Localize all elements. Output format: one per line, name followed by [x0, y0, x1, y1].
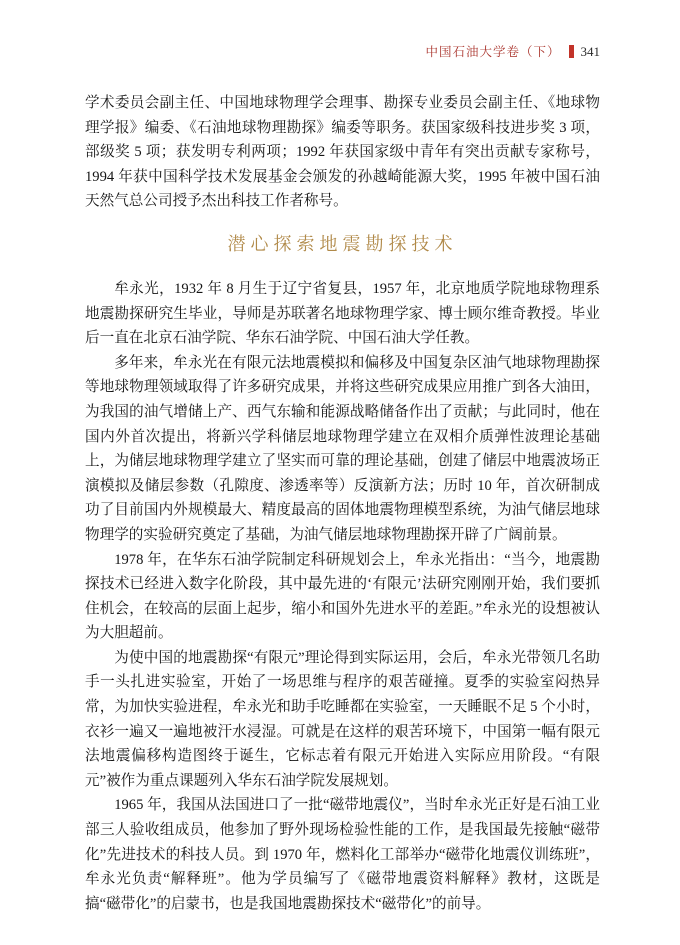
body-paragraph: 多年来，牟永光在有限元法地震模拟和偏移及中国复杂区油气地球物理勘探等地球物理领域取得了许多研究成果，并将这些研究成果应用推广到各大油田，为我国的油气增储上产、西气东输和能源战略储备作出了贡献；与此同时，他在国内外首次提出，将新兴学科储层地球物理学建立在双相介质弹性波理论基础上，为储层地球物理学建立了坚实而可靠的理论基础，创建了储层中地震波场正演模拟及储层参数（孔隙度、渗透率等）反演新方法；历时 10 年，首次研制成功了目前国内外规模最大、精度最高的固体地震物理模型系统，为油气储层地球物理学的实验研究奠定了基础，为油气储层地球物理勘探开辟了广阔前景。: [85, 354, 600, 543]
running-header-book-title: 中国石油大学卷（下）: [425, 45, 561, 59]
body-paragraph: 为使中国的地震勘探“有限元”理论得到实际运用，会后，牟永光带领几名助手一头扎进实验室，开始了一场思维与程序的艰苦碰撞。夏季的实验室闷热异常，为加快实验进程，牟永光和助手吃睡都在实验室，一天睡眠不足 5 个小时，衣衫一遍又一遍地被汗水浸湿。可就是在这样的艰苦环境下，中国第一幅有限元法地震偏移构造图终于诞生，它标志着有限元开始进入实际应用阶段。“有限元”被作为重点课题列入华东石油学院发展规划。: [85, 649, 600, 789]
body-paragraph: 1978 年，在华东石油学院制定科研规划会上，牟永光指出：“当今，地震勘探技术已经进入数字化阶段，其中最先进的‘有限元’法研究刚刚开始，我们要抓住机会，在较高的层面上起步，缩小和国外先进水平的差距。”牟永光的设想被认为大胆超前。: [85, 551, 600, 642]
running-header: [85, 44, 600, 60]
body-paragraph-continuation: 学术委员会副主任、中国地球物理学会理事、勘探专业委员会副主任、《地球物理学报》编委、《石油地球物理勘探》编委等职务。获国家级科技进步奖 3 项，部级奖 5 项；获发明专利两项；1992 年获国家级中青年有突出贡献专家称号，1994 年获中国科学技术发展基金会颁发的孙越崎能源大奖，1995 年被中国石油天然气总公司授予杰出科技工作者称号。: [85, 95, 600, 210]
header-divider-bar: [569, 45, 574, 58]
body-paragraph: 牟永光，1932 年 8 月生于辽宁省复县，1957 年，北京地质学院地球物理系地震勘探研究生毕业，导师是苏联著名地球物理学家、博士顾尔维奇教授。毕业后一直在北京石油学院、华东石油学院、中国石油大学任教。: [85, 280, 600, 347]
page-number: 341: [580, 44, 600, 59]
section-title: 潜心探索地震勘探技术: [227, 233, 458, 255]
body-paragraph: 1965 年，我国从法国进口了一批“磁带地震仪”，当时牟永光正好是石油工业部三人验收组成员，他参加了野外现场检验性能的工作，是我国最先接触“磁带化”先进技术的科技人员。到 1970 年，燃料化工部举办“磁带化地震仪训练班”，牟永光负责“解释班”。他为学员编写了《磁带地震资料解释》教材，这既是搞“磁带化”的启蒙书，也是我国地震勘探技术“磁带化”的前导。: [85, 797, 600, 912]
page-body: [85, 91, 600, 916]
